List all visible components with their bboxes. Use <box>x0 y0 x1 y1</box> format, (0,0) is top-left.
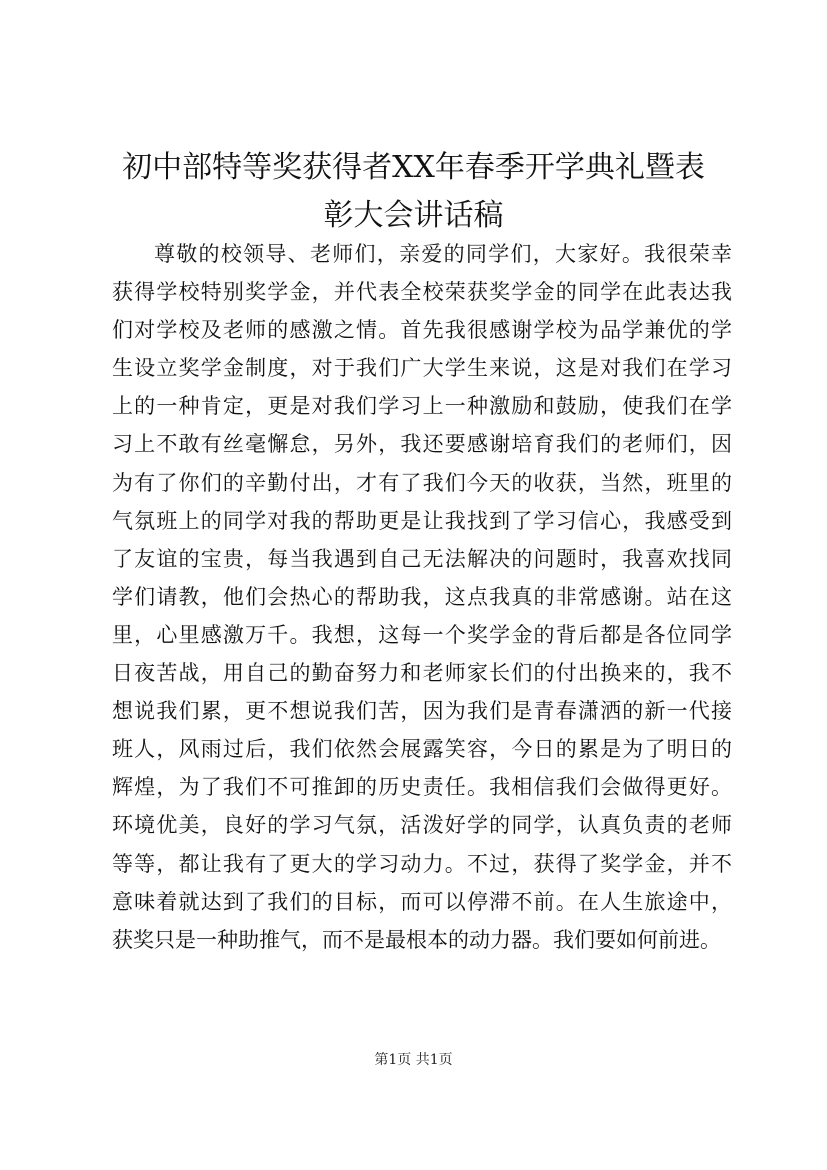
title-line-2: 彰大会讲话稿 <box>323 198 504 233</box>
page-footer: 第1页 共1页 <box>374 1052 453 1068</box>
body-line: 气氛班上的同学对我的帮助更是让我找到了学习信心，我感受到 <box>112 508 732 533</box>
body-line: 习上不敢有丝毫懈怠，另外，我还要感谢培育我们的老师们，因 <box>112 432 732 457</box>
body-line: 获奖只是一种助推气，而不是最根本的动力器。我们要如何前进。 <box>112 927 721 952</box>
document-title <box>80 144 747 240</box>
title-line-1: 初中部特等奖获得者XX年春季开学典礼暨表 <box>122 150 705 185</box>
body-line: 辉煌，为了我们不可推卸的历史责任。我相信我们会做得更好。 <box>112 775 732 800</box>
body-line: 意味着就达到了我们的目标，而可以停滞不前。在人生旅途中， <box>112 889 732 914</box>
body-line: 里，心里感激万千。我想，这每一个奖学金的背后都是各位同学 <box>112 622 732 647</box>
body-line: 班人，风雨过后，我们依然会展露笑容，今日的累是为了明日的 <box>112 737 732 762</box>
body-line: 日夜苦战，用自己的勤奋努力和老师家长们的付出换来的，我不 <box>112 661 732 686</box>
body-line: 想说我们累，更不想说我们苦，因为我们是青春潇洒的新一代接 <box>112 699 732 724</box>
body-line: 们对学校及老师的感激之情。首先我很感谢学校为品学兼优的学 <box>112 318 732 343</box>
body-line: 等等，都让我有了更大的学习动力。不过，获得了奖学金，并不 <box>112 851 732 876</box>
body-line: 为有了你们的辛勤付出，才有了我们今天的收获，当然，班里的 <box>112 470 732 495</box>
body-line: 环境优美，良好的学习气氛，活泼好学的同学，认真负责的老师 <box>112 813 732 838</box>
body-line: 了友谊的宝贵，每当我遇到自己无法解决的问题时，我喜欢找同 <box>112 546 732 571</box>
body-line: 获得学校特别奖学金，并代表全校荣获奖学金的同学在此表达我 <box>112 280 732 305</box>
body-line: 上的一种肯定，更是对我们学习上一种激励和鼓励，使我们在学 <box>112 394 732 419</box>
body-line: 生设立奖学金制度，对于我们广大学生来说，这是对我们在学习 <box>112 356 732 381</box>
speech-body <box>112 235 732 959</box>
body-line: 尊敬的校领导、老师们，亲爱的同学们，大家好。我很荣幸 <box>154 242 732 266</box>
body-line: 学们请教，他们会热心的帮助我，这点我真的非常感谢。站在这 <box>112 584 732 609</box>
